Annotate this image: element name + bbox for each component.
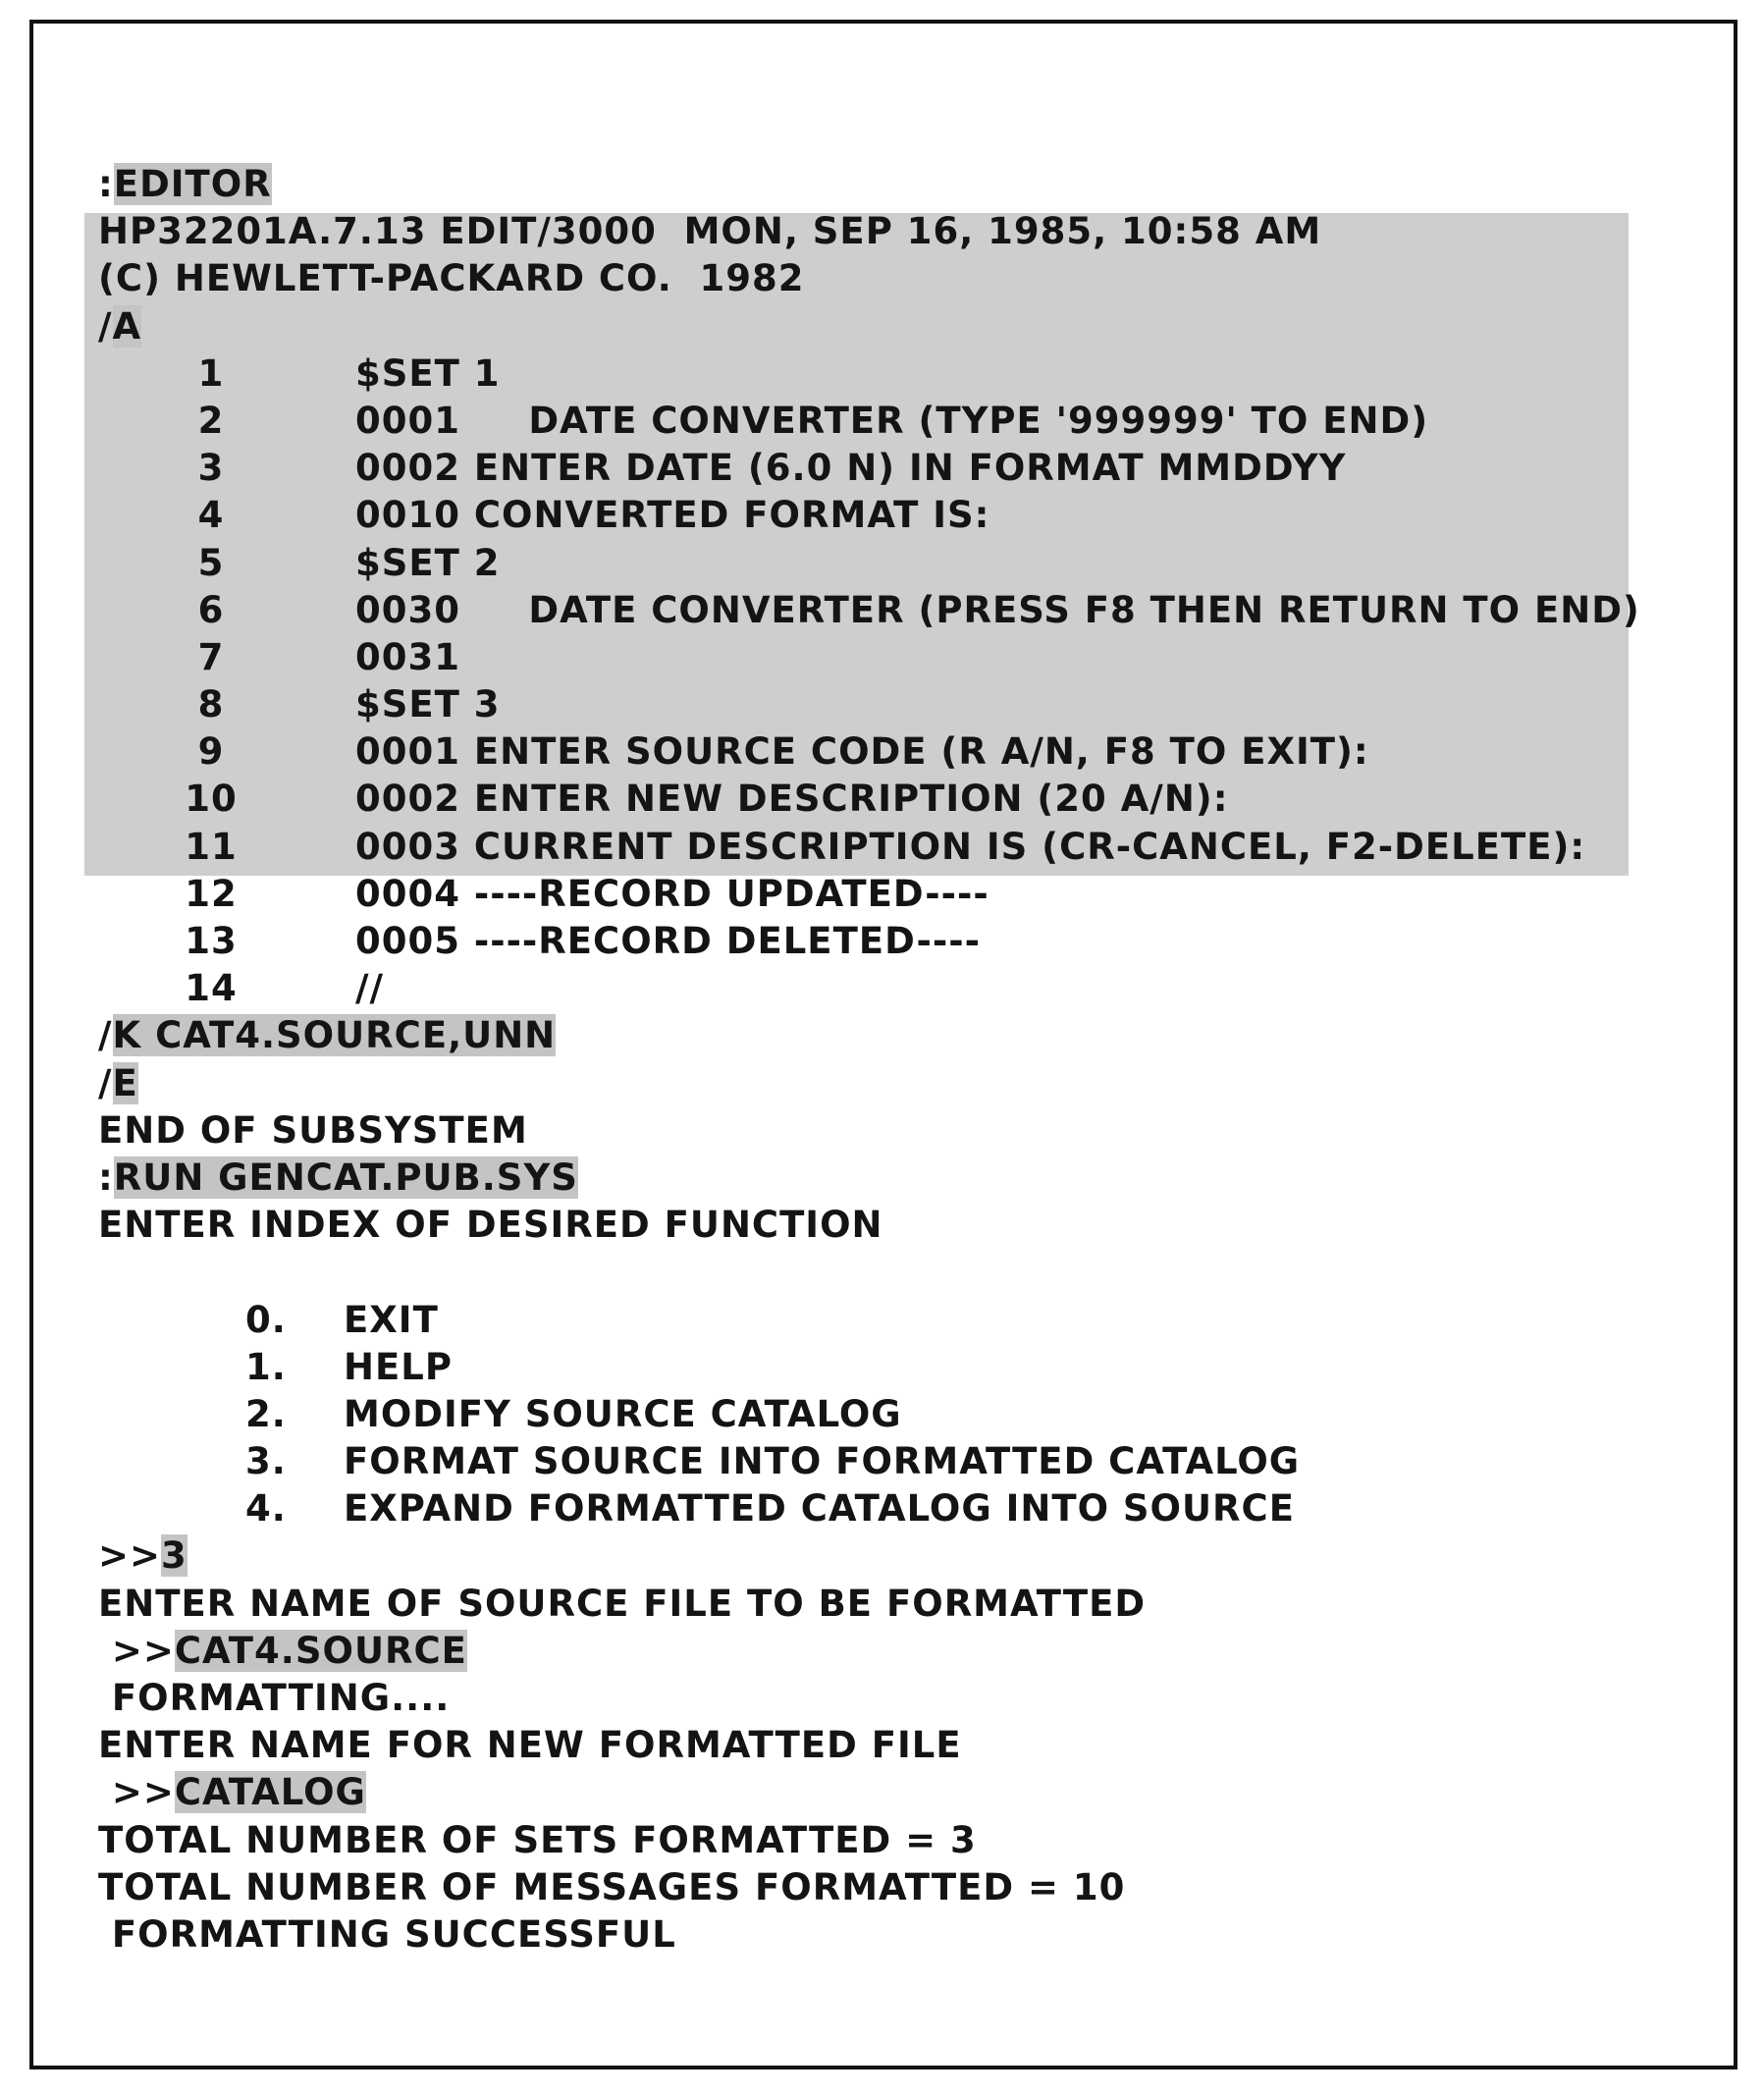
line-number: 7 bbox=[197, 635, 225, 678]
menu-index: 3. bbox=[245, 1440, 287, 1483]
output-text: FORMATTING SUCCESSFUL bbox=[98, 1912, 676, 1956]
line-text: 0031 bbox=[355, 635, 460, 678]
listing-row bbox=[98, 728, 1708, 776]
listing-row bbox=[98, 398, 1708, 445]
terminal-line bbox=[98, 255, 1708, 302]
menu-index: 2. bbox=[245, 1392, 287, 1435]
listing-row bbox=[98, 871, 1708, 918]
line-number: 1 bbox=[197, 351, 225, 395]
prompt: >> bbox=[98, 1629, 175, 1672]
output-text: TOTAL NUMBER OF MESSAGES FORMATTED = 10 bbox=[98, 1865, 1126, 1908]
line-text: // bbox=[355, 967, 385, 1010]
terminal-line bbox=[98, 1911, 1708, 1959]
output-text: END OF SUBSYSTEM bbox=[98, 1108, 528, 1152]
line-number: 12 bbox=[185, 872, 238, 915]
user-input[interactable]: EDITOR bbox=[113, 163, 272, 205]
line-text: 0001 ENTER SOURCE CODE (R A/N, F8 TO EXIT): bbox=[355, 730, 1369, 774]
menu-label: HELP bbox=[344, 1345, 453, 1388]
line-number: 14 bbox=[185, 967, 238, 1010]
listing-row bbox=[98, 824, 1708, 871]
line-number: 4 bbox=[197, 494, 225, 537]
terminal-line bbox=[98, 1012, 1708, 1059]
menu-label: MODIFY SOURCE CATALOG bbox=[344, 1392, 902, 1435]
user-input[interactable]: RUN GENCAT.PUB.SYS bbox=[113, 1155, 578, 1199]
output-text: TOTAL NUMBER OF SETS FORMATTED = 3 bbox=[98, 1818, 977, 1861]
menu-label: EXIT bbox=[344, 1298, 439, 1341]
terminal-line bbox=[98, 1675, 1708, 1722]
line-text: 0002 ENTER NEW DESCRIPTION (20 A/N): bbox=[355, 778, 1229, 821]
line-number: 8 bbox=[197, 683, 225, 726]
output-text: ENTER NAME OF SOURCE FILE TO BE FORMATTED bbox=[98, 1582, 1147, 1625]
terminal-line bbox=[98, 1769, 1708, 1816]
terminal-output bbox=[98, 161, 1708, 1959]
line-number: 10 bbox=[185, 778, 238, 821]
menu-index: 0. bbox=[245, 1298, 287, 1341]
blank-line bbox=[98, 1249, 1708, 1296]
output-text: ENTER INDEX OF DESIRED FUNCTION bbox=[98, 1204, 883, 1247]
listing-row bbox=[98, 587, 1708, 634]
user-input[interactable]: CAT4.SOURCE bbox=[174, 1629, 467, 1672]
menu-index: 4. bbox=[245, 1487, 287, 1531]
line-text: 0002 ENTER DATE (6.0 N) IN FORMAT MMDDYY bbox=[355, 447, 1347, 490]
prompt: >> bbox=[98, 1534, 162, 1578]
listing-row bbox=[98, 918, 1708, 965]
listing-row bbox=[98, 965, 1708, 1012]
terminal-line bbox=[98, 303, 1708, 350]
listing-row bbox=[98, 634, 1708, 681]
output-text: ENTER NAME FOR NEW FORMATTED FILE bbox=[98, 1724, 962, 1767]
terminal-line bbox=[98, 1628, 1708, 1675]
line-text: 0010 CONVERTED FORMAT IS: bbox=[355, 494, 990, 537]
output-text: FORMATTING.... bbox=[98, 1677, 451, 1719]
line-number: 5 bbox=[197, 541, 225, 584]
output-text: HP32201A.7.13 EDIT/3000 MON, SEP 16, 1985, 10:58 AM bbox=[98, 210, 1322, 253]
terminal-line bbox=[98, 161, 1708, 208]
menu-label: FORMAT SOURCE INTO FORMATTED CATALOG bbox=[344, 1440, 1301, 1483]
terminal-line bbox=[98, 1817, 1708, 1864]
menu-label: EXPAND FORMATTED CATALOG INTO SOURCE bbox=[344, 1487, 1295, 1531]
line-text: $SET 2 bbox=[355, 541, 501, 584]
line-text: 0030 DATE CONVERTER (PRESS F8 THEN RETURN TO END) bbox=[355, 588, 1640, 631]
output-text: (C) HEWLETT-PACKARD CO. 1982 bbox=[98, 257, 805, 300]
terminal-line bbox=[98, 1722, 1708, 1769]
user-input[interactable]: E bbox=[112, 1061, 138, 1104]
menu-item bbox=[98, 1297, 1708, 1344]
terminal-line bbox=[98, 1202, 1708, 1249]
user-input[interactable]: A bbox=[112, 304, 142, 348]
user-input[interactable]: K CAT4.SOURCE,UNN bbox=[112, 1014, 557, 1057]
menu-index: 1. bbox=[245, 1345, 287, 1388]
line-text: $SET 3 bbox=[355, 683, 501, 726]
terminal-frame bbox=[29, 20, 1737, 2069]
terminal-line bbox=[98, 1581, 1708, 1628]
prompt: : bbox=[98, 163, 114, 205]
terminal-line bbox=[98, 1107, 1708, 1155]
terminal-line bbox=[98, 1532, 1708, 1580]
listing-row bbox=[98, 492, 1708, 539]
line-number: 2 bbox=[197, 399, 225, 442]
prompt: / bbox=[98, 1061, 113, 1104]
prompt: : bbox=[98, 1155, 114, 1199]
line-number: 9 bbox=[197, 730, 225, 774]
user-input[interactable]: 3 bbox=[161, 1534, 187, 1578]
listing-row bbox=[98, 350, 1708, 398]
line-text: 0001 DATE CONVERTER (TYPE '999999' TO END) bbox=[355, 399, 1429, 442]
line-number: 13 bbox=[185, 920, 238, 962]
terminal-line bbox=[98, 208, 1708, 255]
terminal-line bbox=[98, 1155, 1708, 1202]
line-text: $SET 1 bbox=[355, 351, 501, 395]
line-text: 0003 CURRENT DESCRIPTION IS (CR-CANCEL, F2-DELETE): bbox=[355, 825, 1586, 868]
line-text: 0004 ----RECORD UPDATED---- bbox=[355, 872, 989, 915]
line-number: 6 bbox=[197, 588, 225, 631]
prompt: >> bbox=[98, 1771, 175, 1814]
line-text: 0005 ----RECORD DELETED---- bbox=[355, 920, 981, 962]
terminal-line bbox=[98, 1060, 1708, 1107]
listing-row bbox=[98, 681, 1708, 728]
menu-item bbox=[98, 1485, 1708, 1532]
prompt: / bbox=[98, 1014, 113, 1057]
user-input[interactable]: CATALOG bbox=[174, 1771, 366, 1814]
terminal-line bbox=[98, 1864, 1708, 1911]
line-number: 11 bbox=[185, 825, 238, 868]
menu-item bbox=[98, 1344, 1708, 1391]
menu-item bbox=[98, 1438, 1708, 1485]
listing-row bbox=[98, 776, 1708, 823]
menu-item bbox=[98, 1391, 1708, 1438]
listing-row bbox=[98, 540, 1708, 587]
listing-row bbox=[98, 445, 1708, 492]
line-number: 3 bbox=[197, 447, 225, 490]
prompt: / bbox=[98, 304, 113, 348]
